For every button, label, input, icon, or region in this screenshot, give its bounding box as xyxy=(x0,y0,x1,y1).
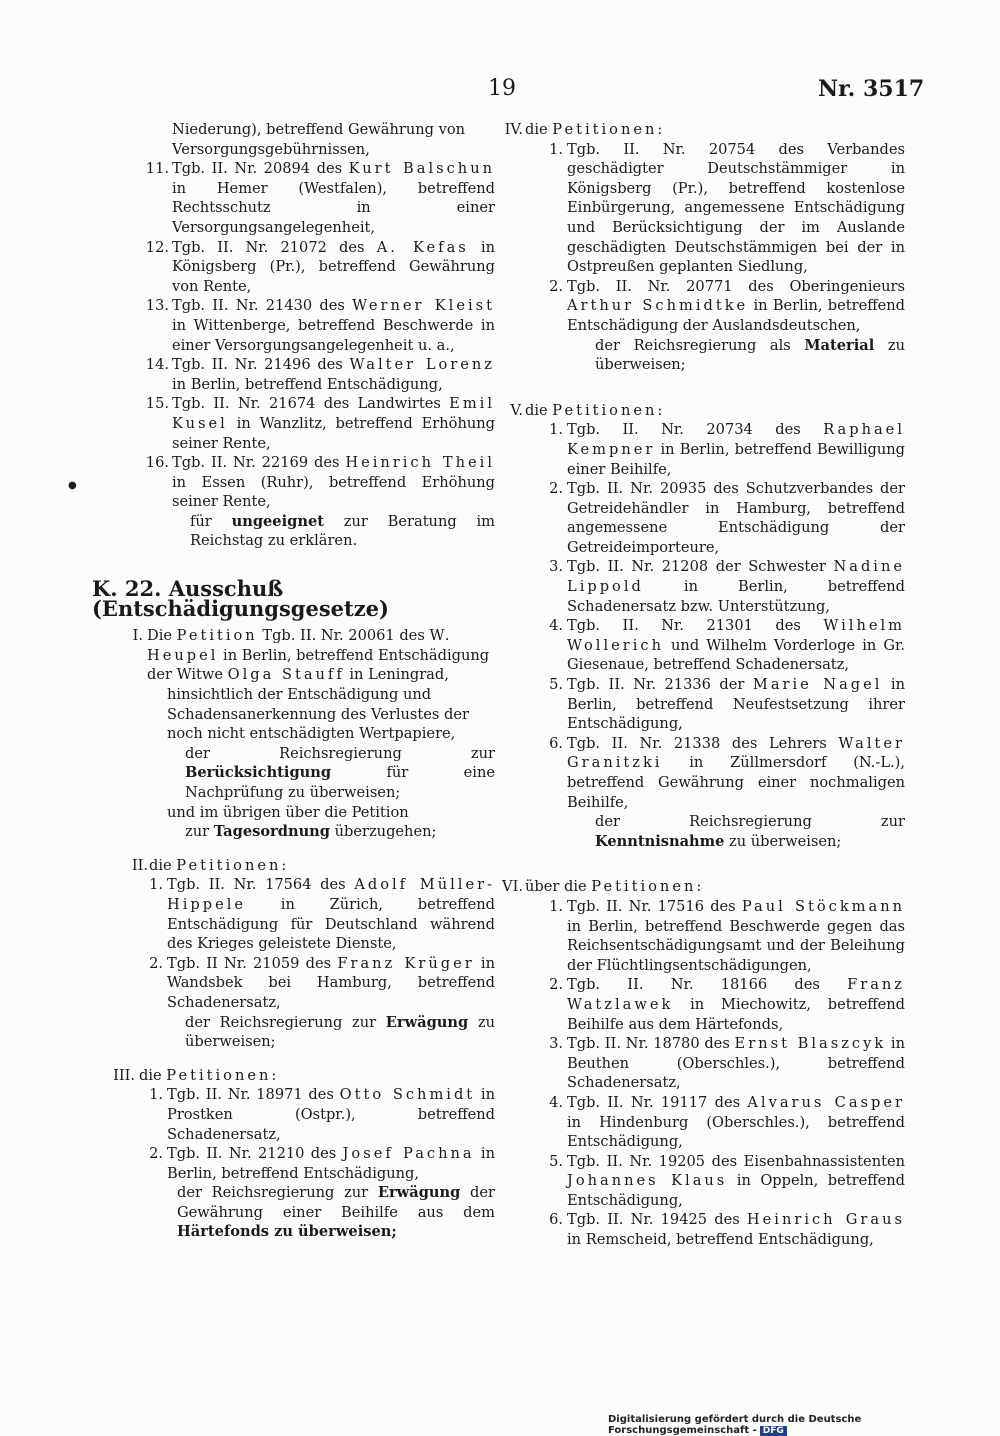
list-item: 12. Tgb. II. Nr. 21072 des A. Kefas in Königsberg (Pr.), betreffend Gewährung von Rente, xyxy=(145,238,495,295)
intro-line: Versorgungsgebührnissen, xyxy=(172,140,370,158)
list-item: 14. Tgb. II. Nr. 21496 des Walter Lorenz in Berlin, betreffend Entschädigung, xyxy=(145,356,495,393)
decision-text: für ungeeignet zur Beratung im Reichstag zu erklären. xyxy=(190,512,496,550)
list-item: 1. Tgb. II. Nr. 17564 des Adolf Müller-Hippele in Zürich, betreffend Entschädigung für Deutschland während des Krieges geleistete Dienste, xyxy=(149,876,495,953)
section-IV: IV. die Petitionen: xyxy=(504,121,666,138)
list-item: 1. Tgb. II. Nr. 17516 des Paul Stöckmann in Berlin, betreffend Beschwerde gegen das Reichsentschädigungsamt und der Beleihung der Flüchtlingsentschädigungen, xyxy=(549,897,906,974)
decision-text: der Reichsregierung zur Erwägung der Gewährung einer Beihilfe aus dem Härtefonds zu überweisen; xyxy=(177,1184,496,1241)
list-item: 16. Tgb. II. Nr. 22169 des Heinrich Theil in Essen (Ruhr), betreffend Erhöhung seiner Rente, xyxy=(145,454,496,511)
right-column xyxy=(502,120,906,1250)
dfg-logo: DFG xyxy=(760,1426,787,1436)
intro-line: Niederung), betreffend Gewährung von xyxy=(172,121,466,138)
decision-text: der Reichsregierung zur Erwägung zu überweisen; xyxy=(185,1013,495,1051)
list-item: 6. Tgb. II. Nr. 21338 des Lehrers Walter Granitzki in Züllmersdorf (N.-L.), betreffend Gewährung einer nochmaligen Beihilfe, xyxy=(549,734,905,811)
list-item: 3. Tgb. II. Nr. 18780 des Ernst Blaszcyk in Beuthen (Oberschles.), betreffend Schadenersatz, xyxy=(549,1035,905,1092)
list-item: 2. Tgb. II. Nr. 20935 des Schutzverbandes der Getreidehändler in Hamburg, betreffend angemessene Entschädigung der Getreideimporteure, xyxy=(549,480,905,556)
section-heading: K. 22. Ausschuß (Entschädigungsgesetze) xyxy=(92,576,389,621)
left-column xyxy=(92,120,496,1242)
list-item: 15. Tgb. II. Nr. 21674 des Landwirtes Emil Kusel in Wanzlitz, betreffend Erhöhung seiner Rente, xyxy=(145,395,495,452)
decision-text: der Reichsregierung als Material zu überweisen; xyxy=(595,336,905,374)
rest-text: und im übrigen über die Petition xyxy=(167,803,409,821)
decision-text: der Reichsregierung zur Kenntnisnahme zu überweisen; xyxy=(595,813,905,850)
list-item: 3. Tgb. II. Nr. 21208 der Schwester Nadine Lippold in Berlin, betreffend Schadenersatz bzw. Unterstützung, xyxy=(549,558,905,615)
list-item: 6. Tgb. II. Nr. 19425 des Heinrich Graus in Remscheid, betreffend Entschädigung, xyxy=(549,1211,905,1249)
list-item: 2. Tgb. II. Nr. 20771 des Oberingenieurs Arthur Schmidtke in Berlin, betreffend Entschädigung der Auslandsdeutschen, xyxy=(549,277,905,334)
list-item: 2. Tgb. II Nr. 21059 des Franz Krüger in Wandsbek bei Hamburg, betreffend Schadenersatz, xyxy=(149,954,495,1011)
list-item: 1. Tgb. II. Nr. 20754 des Verbandes geschädigter Deutschstämmiger in Königsberg (Pr.), betreffend kostenlose Einbürgerung, angemessene Entschädigung und Berücksichtigung der im Auslande geschädigten Deutschstämmigen bei der in Ostpreußen geplanten Siedlung, xyxy=(549,140,905,276)
list-item: 1. Tgb. II. Nr. 18971 des Otto Schmidt in Prostken (Ostpr.), betreffend Schadenersatz, xyxy=(149,1086,495,1143)
list-item: 4. Tgb. II. Nr. 21301 des Wilhelm Wollerich und Wilhelm Vorderloge in Gr. Giesenaue, betreffend Schadenersatz, xyxy=(549,617,905,674)
list-item: 5. Tgb. II. Nr. 21336 der Marie Nagel in Berlin, betreffend Neufestsetzung ihrer Entschädigung, xyxy=(549,676,905,733)
footer-credit xyxy=(608,1414,1000,1436)
decision-text: der Reichsregierung zur Berücksichtigung für eine Nachprüfung zu überweisen; xyxy=(185,744,495,801)
section-II: II. die Petitionen: xyxy=(131,856,290,874)
list-item: 1. Tgb. II. Nr. 20734 des Raphael Kempner in Berlin, betreffend Bewilligung einer Beihilfe, xyxy=(549,421,905,478)
list-item: 2. Tgb. II. Nr. 21210 des Josef Pachna in Berlin, betreffend Entschädigung, xyxy=(149,1145,495,1182)
list-item: 11. Tgb. II. Nr. 20894 des Kurt Balschun in Hemer (Westfalen), betreffend Rechtsschutz in einer Versorgungsangelegenheit, xyxy=(145,160,495,236)
document-number: Nr. 3517 xyxy=(818,76,925,102)
regard-text: hinsichtlich der Entschädigung und Schadensanerkennung des Verlustes der noch nicht entschädigten Wertpapiere, xyxy=(167,686,469,743)
page-number: 19 xyxy=(488,76,516,101)
list-item: 5. Tgb. II. Nr. 19205 des Eisenbahnassistenten Johannes Klaus in Oppeln, betreffend Entschädigung, xyxy=(549,1152,905,1209)
section-V: V. die Petitionen: xyxy=(510,401,666,419)
list-item: 2. Tgb. II. Nr. 18166 des Franz Watzlawek in Miechowitz, betreffend Beihilfe aus dem Härtefonds, xyxy=(549,976,905,1033)
list-item: 4. Tgb. II. Nr. 19117 des Alvarus Casper in Hindenburg (Oberschles.), betreffend Entschädigung, xyxy=(549,1093,905,1151)
section-I: I. Die Petition Tgb. II. Nr. 20061 des W. Heupel in Berlin, betreffend Entschädigung der Witwe Olga Stauff in Leningrad, xyxy=(132,627,490,684)
list-item: 13. Tgb. II. Nr. 21430 des Werner Kleist in Wittenberge, betreffend Beschwerde in einer Versorgungsangelegenheit u. a., xyxy=(145,297,495,354)
section-VI: VI. über die Petitionen: xyxy=(502,878,705,896)
footer-text: Digitalisierung gefördert durch die Deutsche Forschungsgemeinschaft - xyxy=(608,1414,862,1436)
margin-dot: ● xyxy=(68,480,77,491)
decision-text: zur Tagesordnung überzugehen; xyxy=(185,823,437,841)
section-III: III. die Petitionen: xyxy=(113,1066,280,1084)
